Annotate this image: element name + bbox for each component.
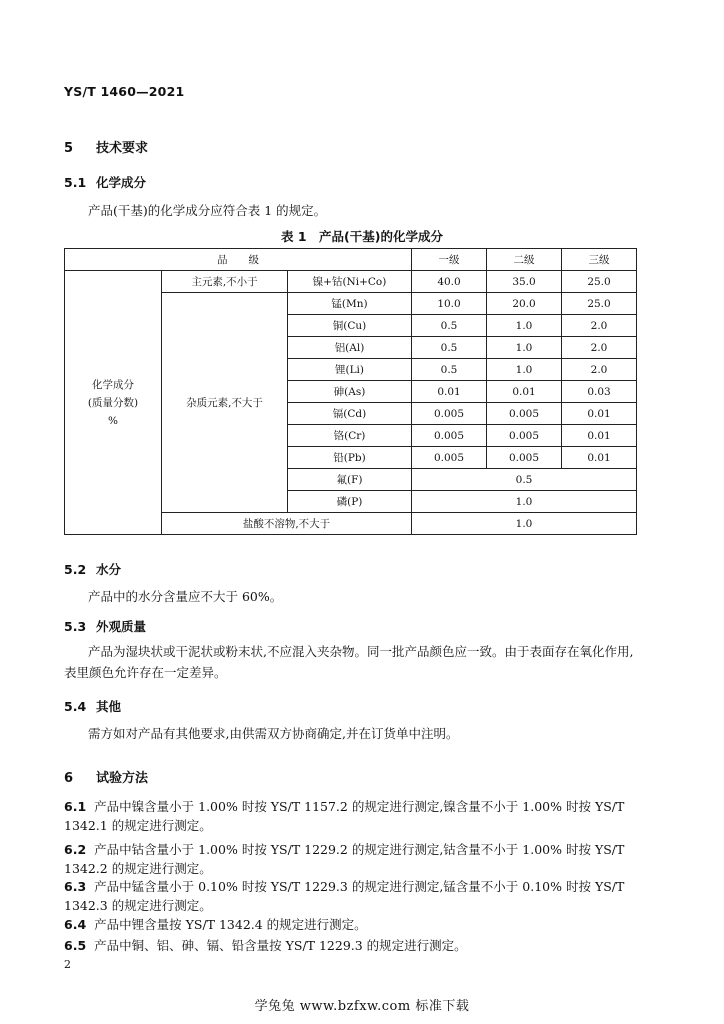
value-grade-3: 0.01 (562, 403, 637, 425)
clause-title: 化学成分 (96, 175, 147, 190)
clause-number: 5.3 (64, 619, 87, 634)
value-all-grades: 0.5 (412, 469, 637, 491)
header-grade-2: 二级 (487, 249, 562, 271)
clause-5-2-text: 产品中的水分含量应不大于 60%。 (88, 589, 283, 604)
value-grade-1: 0.5 (412, 359, 487, 381)
element-name: 铜(Cu) (288, 315, 412, 337)
element-name: 铝(Al) (288, 337, 412, 359)
clause-5-4-heading (64, 697, 121, 715)
section-title: 技术要求 (96, 141, 149, 156)
value-grade-3: 25.0 (562, 293, 637, 315)
clause-title: 其他 (96, 699, 122, 714)
table-1-title: 表 1 产品(干基)的化学成分 (281, 229, 443, 244)
section-title: 试验方法 (96, 771, 149, 786)
value-grade-2: 1.0 (487, 315, 562, 337)
value-grade-3: 2.0 (562, 359, 637, 381)
value-grade-2: 0.005 (487, 447, 562, 469)
clause-6-2 (64, 840, 640, 878)
value-grade-2: 1.0 (487, 359, 562, 381)
clause-number: 5.4 (64, 699, 87, 714)
value-grade-1: 10.0 (412, 293, 487, 315)
value-grade-2: 35.0 (487, 271, 562, 293)
clause-5-2-heading (64, 560, 121, 578)
clause-text: 产品中镍含量小于 1.00% 时按 YS/T 1157.2 的规定进行测定,镍含量不小于 1.00% 时按 YS/T 1342.1 的规定进行测定。 (64, 799, 625, 833)
value-grade-1: 0.5 (412, 315, 487, 337)
value-grade-1: 40.0 (412, 271, 487, 293)
clause-number: 6.4 (64, 917, 87, 932)
value-all-grades: 1.0 (412, 491, 637, 513)
value-grade-3: 2.0 (562, 337, 637, 359)
impurity-element-label: 杂质元素,不大于 (162, 293, 288, 513)
clause-number: 6.3 (64, 879, 87, 894)
value-grade-2: 0.005 (487, 425, 562, 447)
clause-text: 产品中铜、铝、砷、镉、铅含量按 YS/T 1229.3 的规定进行测定。 (94, 938, 467, 953)
header-grade: 品 级 (65, 249, 412, 271)
value-grade-2: 20.0 (487, 293, 562, 315)
value-grade-2: 0.005 (487, 403, 562, 425)
clause-text: 产品中钴含量小于 1.00% 时按 YS/T 1229.2 的规定进行测定,钴含量不小于 1.00% 时按 YS/T 1342.2 的规定进行测定。 (64, 842, 625, 876)
header-grade-3: 三级 (562, 249, 637, 271)
label-line: 化学成分 (92, 378, 134, 391)
element-name: 锰(Mn) (288, 293, 412, 315)
clause-5-3-heading (64, 617, 146, 635)
element-name: 氟(F) (288, 469, 412, 491)
value-grade-1: 0.005 (412, 447, 487, 469)
value-grade-1: 0.005 (412, 425, 487, 447)
label-line: % (108, 414, 118, 427)
clause-number: 5.2 (64, 562, 87, 577)
insoluble-label: 盐酸不溶物,不大于 (162, 513, 412, 535)
value-grade-3: 0.03 (562, 381, 637, 403)
clause-5-1-text: 产品(干基)的化学成分应符合表 1 的规定。 (88, 203, 327, 218)
value-all-grades: 1.0 (412, 513, 637, 535)
clause-text: 产品中锂含量按 YS/T 1342.4 的规定进行测定。 (94, 917, 367, 932)
value-grade-1: 0.005 (412, 403, 487, 425)
value-grade-2: 1.0 (487, 337, 562, 359)
element-name: 铬(Cr) (288, 425, 412, 447)
clause-5-4-text: 需方如对产品有其他要求,由供需双方协商确定,并在订货单中注明。 (88, 726, 459, 741)
clause-6-3 (64, 877, 640, 915)
clause-6-5 (64, 936, 640, 955)
section-6-heading (64, 767, 148, 786)
value-grade-1: 0.5 (412, 337, 487, 359)
footer-watermark: 学兔兔 www.bzfxw.com 标准下载 (254, 999, 470, 1014)
clause-number: 5.1 (64, 175, 87, 190)
document-code: YS/T 1460—2021 (64, 84, 185, 99)
clause-text: 产品中锰含量小于 0.10% 时按 YS/T 1229.3 的规定进行测定,锰含量不小于 0.10% 时按 YS/T 1342.3 的规定进行测定。 (64, 879, 625, 913)
element-name: 铅(Pb) (288, 447, 412, 469)
section-number: 6 (64, 771, 74, 786)
label-line: (质量分数) (87, 396, 139, 409)
value-grade-3: 25.0 (562, 271, 637, 293)
clause-6-4 (64, 915, 640, 934)
table-row (65, 271, 637, 293)
element-name: 镉(Cd) (288, 403, 412, 425)
value-grade-3: 0.01 (562, 425, 637, 447)
header-grade-1: 一级 (412, 249, 487, 271)
value-grade-3: 0.01 (562, 447, 637, 469)
section-5-heading (64, 137, 148, 156)
clause-number: 6.1 (64, 799, 87, 814)
clause-title: 外观质量 (96, 619, 147, 634)
element-name: 砷(As) (288, 381, 412, 403)
element-name: 镍+钴(Ni+Co) (288, 271, 412, 293)
page-number: 2 (64, 958, 71, 971)
clause-6-1 (64, 797, 640, 835)
chemical-composition-table (64, 248, 637, 535)
clause-title: 水分 (96, 562, 122, 577)
value-grade-2: 0.01 (487, 381, 562, 403)
clause-number: 6.2 (64, 842, 87, 857)
value-grade-1: 0.01 (412, 381, 487, 403)
main-element-label: 主元素,不小于 (162, 271, 288, 293)
chemical-composition-label (65, 271, 162, 535)
element-name: 锂(Li) (288, 359, 412, 381)
clause-5-1-heading (64, 173, 146, 191)
clause-number: 6.5 (64, 938, 87, 953)
element-name: 磷(P) (288, 491, 412, 513)
value-grade-3: 2.0 (562, 315, 637, 337)
clause-5-3-text: 产品为湿块状或干泥状或粉末状,不应混入夹杂物。同一批产品颜色应一致。由于表面存在氧化作用,表里颜色允许存在一定差异。 (64, 644, 634, 680)
section-number: 5 (64, 141, 74, 156)
table-header-row (65, 249, 637, 271)
